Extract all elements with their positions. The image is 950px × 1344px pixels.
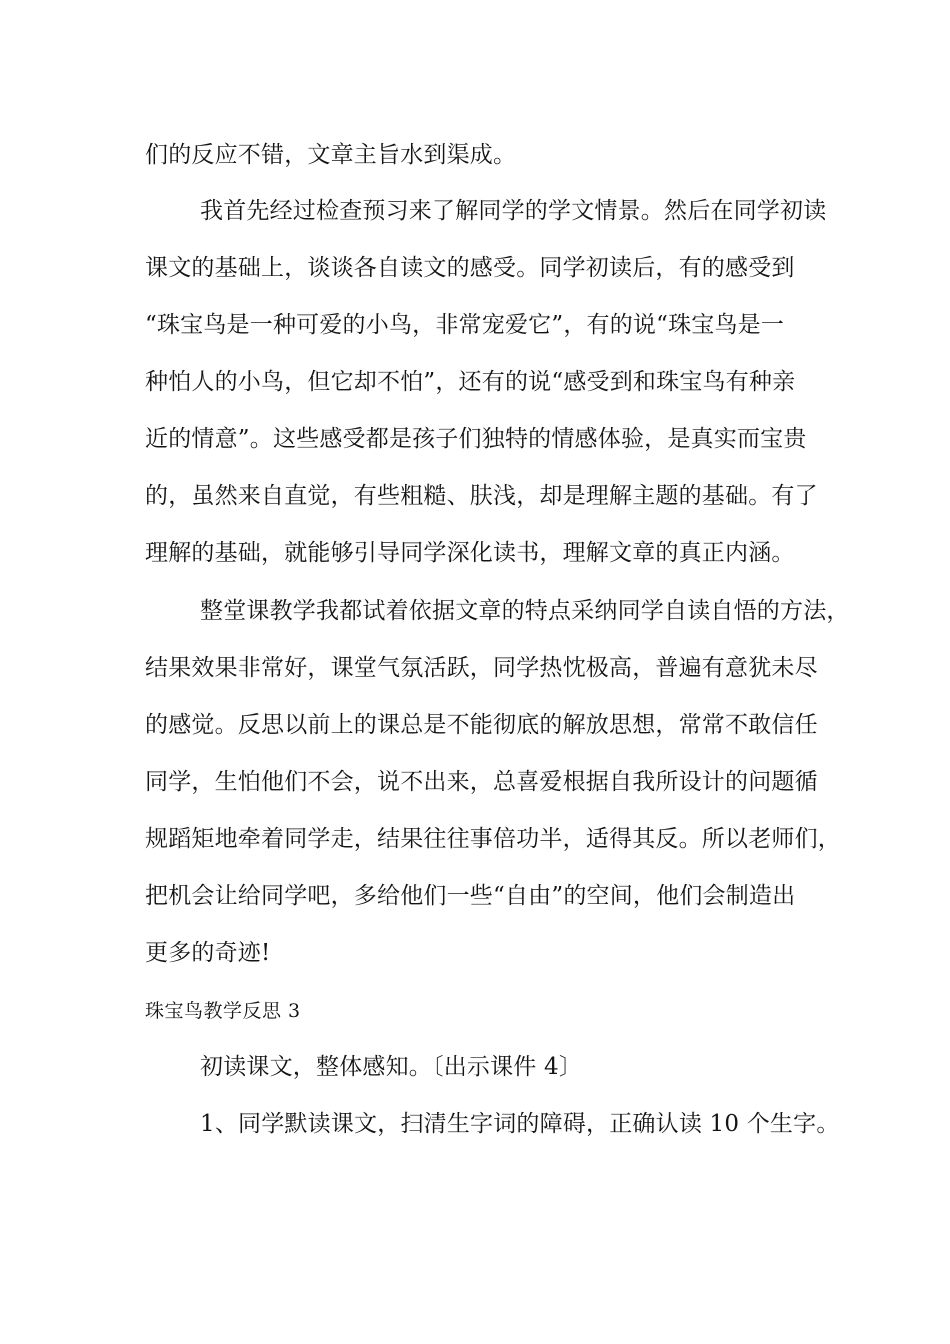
text-line: 同学，生怕他们不会，说不出来，总喜爱根据自我所设计的问题循 <box>145 769 818 795</box>
text-line: “珠宝鸟是一种可爱的小鸟，非常宠爱它”，有的说“珠宝鸟是一 <box>145 312 785 338</box>
section-heading: 珠宝鸟教学反思 3 <box>145 1000 301 1022</box>
text-line: 课文的基础上，谈谈各自读文的感受。同学初读后，有的感受到 <box>145 255 795 281</box>
text-line: 更多的奇迹! <box>145 940 271 966</box>
text-line: 的，虽然来自直觉，有些粗糙、肤浅，却是理解主题的基础。有了 <box>145 483 818 509</box>
text-line: 理解的基础，就能够引导同学深化读书，理解文章的真正内涵。 <box>145 540 795 566</box>
text-line: 初读课文，整体感知。〔出示课件 4〕 <box>200 1054 583 1080</box>
text-line: 我首先经过检查预习来了解同学的学文情景。然后在同学初读 <box>200 198 827 224</box>
text-line: 整堂课教学我都试着依据文章的特点采纳同学自读自悟的方法， <box>200 598 850 624</box>
text-line: 规蹈矩地牵着同学走，结果往往事倍功半，适得其反。所以老师们， <box>145 826 841 852</box>
text-line: 的感觉。反思以前上的课总是不能彻底的解放思想，常常不敢信任 <box>145 712 818 738</box>
text-line: 种怕人的小鸟，但它却不怕”，还有的说“感受到和珠宝鸟有种亲 <box>145 369 796 395</box>
text-line: 1、同学默读课文，扫清生字词的障碍，正确认读 10 个生字。 <box>200 1111 840 1137</box>
text-line: 把机会让给同学吧，多给他们一些“自由”的空间，他们会制造出 <box>145 883 796 909</box>
text-line: 近的情意”。这些感受都是孩子们独特的情感体验，是真实而宝贵 <box>145 426 807 452</box>
text-line: 们的反应不错，文章主旨水到渠成。 <box>145 142 517 168</box>
text-line: 结果效果非常好，课堂气氛活跃，同学热忱极高，普遍有意犹未尽 <box>145 655 818 681</box>
